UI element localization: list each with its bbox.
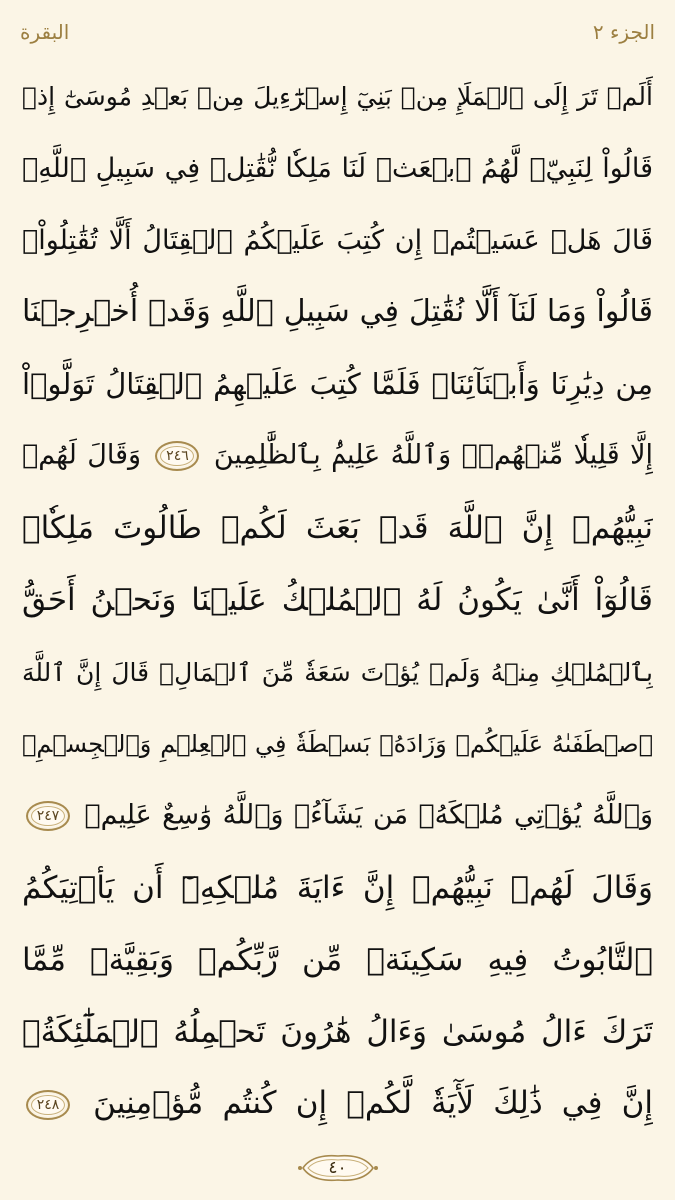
surah-name: البقرة <box>20 20 70 44</box>
verse-line-text <box>22 366 653 401</box>
ayah-number-marker <box>26 801 70 831</box>
verse-text: وَقَالَ لَهُمۡ <box>22 439 142 471</box>
verse-line <box>22 996 653 1068</box>
verse-line-text <box>22 941 653 978</box>
verse-line-text <box>22 441 653 471</box>
verse-line <box>22 204 653 276</box>
verse-line <box>22 636 653 708</box>
verse-line-text <box>22 1085 653 1122</box>
verse-text: قَالُوٓاْ أَنَّىٰ يَكُونُ لَهُ ٱلۡمُلۡكُ عَلَيۡنَا وَنَحۡنُ أَحَقُّ <box>22 581 653 618</box>
verse-line-text <box>22 224 653 256</box>
verse-text: بِٱلۡمُلۡكِ مِنۡهُ وَلَمۡ يُؤۡتَ سَعَةٗ مِّنَ ٱلۡمَالِۚ قَالَ إِنَّ ٱللَّهَ <box>22 657 653 687</box>
verse-line <box>22 564 653 636</box>
verse-line-text <box>22 732 653 756</box>
page-header <box>20 14 655 50</box>
page-number: ٤٠ <box>328 1158 347 1178</box>
verse-line <box>22 420 653 492</box>
verse-line-text <box>22 1013 653 1050</box>
verse-text: قَالُواْ لِنَبِيّٖ لَّهُمُ ٱبۡعَثۡ لَنَا مَلِكٗا نُّقَٰتِلۡ فِي سَبِيلِ ٱللَّهِۖ <box>22 152 653 184</box>
verse-line-text <box>22 509 653 546</box>
verse-line-text <box>22 869 653 906</box>
verse-text: ٱصۡطَفَىٰهُ عَلَيۡكُمۡ وَزَادَهُۥ بَسۡطَةٗ فِي ٱلۡعِلۡمِ وَٱلۡجِسۡمِۖ <box>22 730 653 758</box>
juz-label: الجزء ٢ <box>592 20 655 44</box>
verse-line-text <box>22 801 653 831</box>
verses-block <box>22 60 653 1140</box>
verse-line <box>22 924 653 996</box>
verse-line <box>22 780 653 852</box>
verse-line <box>22 132 653 204</box>
page-footer <box>0 1150 675 1186</box>
verse-line-text <box>22 152 653 184</box>
verse-line <box>22 1068 653 1140</box>
verse-line-text <box>22 581 653 618</box>
verse-line <box>22 60 653 132</box>
verse-text: قَالُواْ وَمَا لَنَآ أَلَّا نُقَٰتِلَ فِي سَبِيلِ ٱللَّهِ وَقَدۡ أُخۡرِجۡنَا <box>22 294 653 329</box>
verse-text: وَقَالَ لَهُمۡ نَبِيُّهُمۡ إِنَّ ءَايَةَ مُلۡكِهِۦٓ أَن يَأۡتِيَكُمُ <box>22 869 653 906</box>
verse-line-text <box>22 81 653 111</box>
verse-text: قَالَ هَلۡ عَسَيۡتُمۡ إِن كُتِبَ عَلَيۡكُمُ ٱلۡقِتَالُ أَلَّا تُقَٰتِلُواْۖ <box>22 224 653 256</box>
page-number-badge <box>297 1153 379 1183</box>
ayah-number-marker <box>155 441 199 471</box>
verse-line-text <box>22 657 653 687</box>
verse-line <box>22 492 653 564</box>
verse-line-text <box>22 294 653 329</box>
verse-text: إِنَّ فِي ذَٰلِكَ لَأٓيَةٗ لَّكُمۡ إِن كُنتُم مُّؤۡمِنِينَ <box>93 1085 653 1122</box>
verse-text: ٱلتَّابُوتُ فِيهِ سَكِينَةٞ مِّن رَّبِّكُمۡ وَبَقِيَّةٞ مِّمَّا <box>22 941 653 978</box>
ayah-number: ٢٤٧ <box>36 808 60 824</box>
verse-text: وَٱللَّهُ يُؤۡتِي مُلۡكَهُۥ مَن يَشَآءُۚ وَٱللَّهُ وَٰسِعٌ عَلِيمٞ <box>84 799 653 831</box>
verse-text: إِلَّا قَلِيلٗا مِّنۡهُمۡۚ وَٱللَّهُ عَلِيمُۢ بِٱلظَّٰلِمِينَ <box>213 439 653 471</box>
verse-line <box>22 276 653 348</box>
verse-text: نَبِيُّهُمۡ إِنَّ ٱللَّهَ قَدۡ بَعَثَ لَكُمۡ طَالُوتَ مَلِكٗاۚ <box>22 509 653 546</box>
ayah-number: ٢٤٦ <box>166 448 189 464</box>
verse-text: تَرَكَ ءَالُ مُوسَىٰ وَءَالُ هَٰرُونَ تَحۡمِلُهُ ٱلۡمَلَٰٓئِكَةُۚ <box>22 1013 653 1050</box>
verse-line <box>22 708 653 780</box>
verse-line <box>22 852 653 924</box>
ayah-number-marker <box>26 1090 70 1120</box>
verse-line <box>22 348 653 420</box>
verse-text: مِن دِيَٰرِنَا وَأَبۡنَآئِنَاۖ فَلَمَّا كُتِبَ عَلَيۡهِمُ ٱلۡقِتَالُ تَوَلَّوۡاْ <box>22 366 653 401</box>
ayah-number: ٢٤٨ <box>36 1096 60 1113</box>
verse-text: أَلَمۡ تَرَ إِلَى ٱلۡمَلَإِ مِنۢ بَنِيٓ إِسۡرَٰٓءِيلَ مِنۢ بَعۡدِ مُوسَىٰٓ إِذۡ <box>22 81 653 111</box>
